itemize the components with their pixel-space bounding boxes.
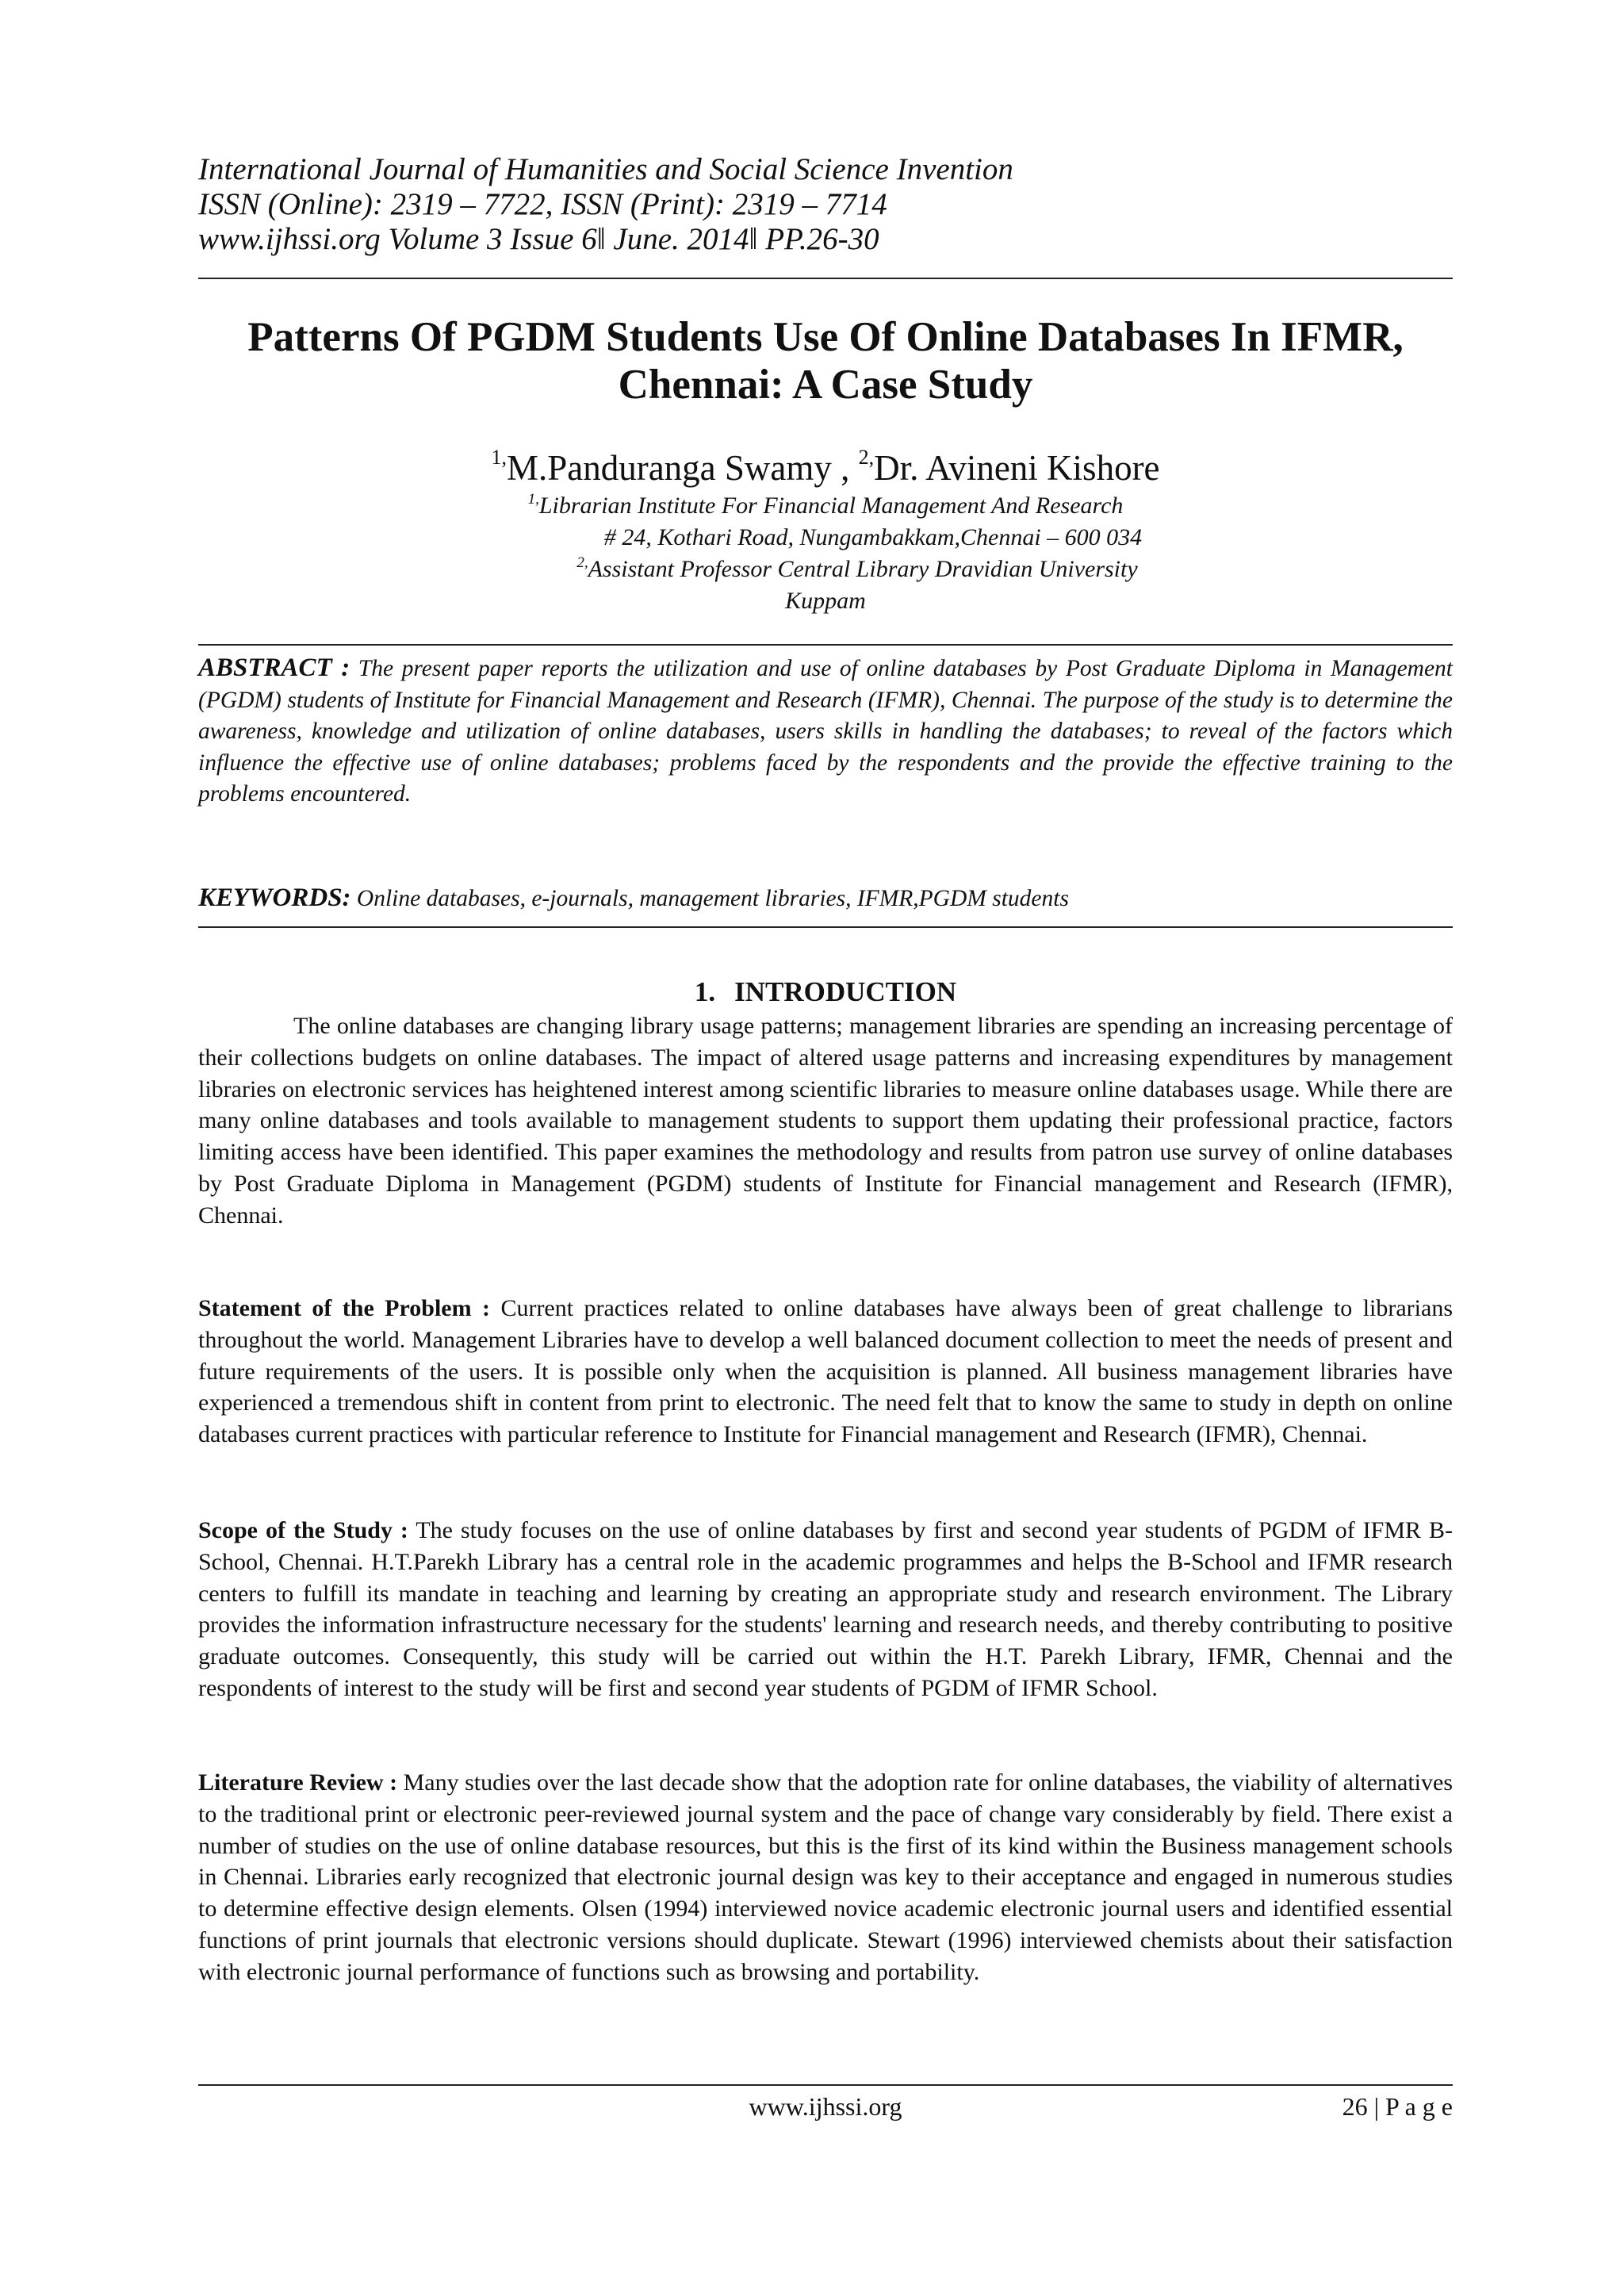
author-list <box>198 448 1453 488</box>
page-number: 26 | P a g e <box>1342 2092 1453 2121</box>
section-heading <box>198 976 1453 1009</box>
affiliation-2-line-2: Kuppam <box>785 588 866 614</box>
problem-paragraph <box>198 1293 1453 1451</box>
problem-label: Statement of the Problem : <box>198 1295 491 1321</box>
author-2-mark: 2, <box>858 446 875 469</box>
page-footer <box>198 2092 1453 2127</box>
paper-title <box>198 313 1453 408</box>
keywords-rule <box>198 926 1453 928</box>
scope-text: The study focuses on the use of online databases by first and second year students of PGDM of IFMR B-School, Chennai. H.T.Parekh Library has a central role in the academic programmes and helps the B-School and IFMR research centers to fulfill its mandate in teaching and learning by creating an appropriate study and research environment. The Library provides the information infrastructure necessary for the students' learning and research needs, and thereby contributing to positive graduate outcomes. Consequently, this study will be carried out within the H.T. Parekh Library, IFMR, Chennai and the respondents of interest to the study will be first and second year students of PGDM of IFMR School. <box>198 1517 1453 1701</box>
affiliation-2-mark: 2, <box>576 554 588 571</box>
header-rule <box>198 278 1453 279</box>
abstract-text: The present paper reports the utilization and use of online databases by Post Graduate Diploma in Management (PGDM) students of Institute for Financial Management and Research (IFMR), Chennai. The purpose of the study is to determine the awareness, knowledge and utilization of online databases, users skills in handling the databases; to reveal of the factors which influence the effective use of online databases; problems faced by the respondents and the provide the effective training to the problems encountered. <box>198 656 1454 807</box>
abstract <box>198 653 1453 811</box>
literature-paragraph <box>198 1767 1453 1988</box>
author-2-name: Dr. Avineni Kishore <box>874 448 1160 488</box>
footer-url: www.ijhssi.org <box>749 2092 902 2121</box>
abstract-top-rule <box>198 644 1453 646</box>
affiliation-1-mark: 1, <box>527 491 539 508</box>
abstract-label: ABSTRACT : <box>198 654 350 682</box>
affiliation-2-line-1: $^{2,}$Assistant Professor Central Library Dravidian University <box>576 554 1138 582</box>
title-line-2: Chennai: A Case Study <box>618 362 1033 408</box>
scope-paragraph <box>198 1515 1453 1704</box>
intro-paragraph: The online databases are changing library usage patterns; management libraries are spending an increasing percentage of their collections budgets on online databases. The impact of altered usage patterns and increasing expenditures by management libraries on electronic services has heightened interest among scientific libraries to measure online databases usage. While there are many online databases and tools available to management students to support them updating their professional practice, factors limiting access have been identified. This paper examines the methodology and results from patron use survey of online databases by Post Graduate Diploma in Management (PGDM) students of Institute for Financial management and Research (IFMR), Chennai. <box>198 1013 1453 1228</box>
section-number: 1. <box>694 976 716 1007</box>
footer-rule <box>198 2084 1453 2086</box>
section-title: INTRODUCTION <box>734 976 957 1007</box>
paper-page <box>198 0 1453 2296</box>
author-1-name: M.Panduranga Swamy , <box>506 448 850 488</box>
problem-text: Current practices related to online databases have always been of great challenge to librarians throughout the world. Management Libraries have to develop a well balanced document collection to meet the needs of present and future requirements of the users. It is possible only when the acquisition is planned. All business management libraries have experienced a tremendous shift in content from print to electronic. The need felt that to know the same to study in depth on online databases current practices with particular reference to Institute for Financial management and Research (IFMR), Chennai. <box>198 1295 1454 1448</box>
affiliation-1-line-2: # 24, Kothari Road, Nungambakkam,Chennai – 600 034 <box>603 524 1143 550</box>
keywords-label: KEYWORDS: <box>198 884 351 912</box>
title-line-1: Patterns Of PGDM Students Use Of Online Databases In IFMR, <box>247 314 1404 360</box>
keywords <box>198 882 1453 914</box>
affiliation-1-line-1: $^{1,}$Librarian Institute For Financial Management And Research <box>527 491 1124 519</box>
scope-label: Scope of the Study : <box>198 1517 408 1543</box>
journal-issn: ISSN (Online): 2319 – 7722, ISSN (Print): 2319 – 7714 <box>198 187 887 221</box>
literature-label: Literature Review : <box>198 1769 398 1796</box>
author-1-mark: 1, <box>491 446 507 469</box>
literature-text: Many studies over the last decade show that the adoption rate for online databases, the viability of alternatives to the traditional print or electronic peer-reviewed journal system and the pace of change vary considerably by field. There exist a number of studies on the use of online database resources, but this is the first of its kind within the Business management schools in Chennai. Libraries early recognized that electronic journal design was key to their acceptance and engaged in numerous studies to determine effective design elements. Olsen (1994) interviewed novice academic electronic journal users and identified essential functions of print journals that electronic versions should duplicate. Stewart (1996) interviewed chemists about their satisfaction with electronic journal performance of functions such as browsing and portability. <box>198 1769 1454 1985</box>
keywords-text: Online databases, e-journals, management libraries, IFMR,PGDM students <box>356 886 1069 911</box>
journal-name: International Journal of Humanities and Social Science Invention <box>198 152 1013 186</box>
journal-header <box>198 152 1453 257</box>
journal-volume: www.ijhssi.org Volume 3 Issue 6ǁ June. 2014ǁ PP.26-30 <box>198 222 879 256</box>
